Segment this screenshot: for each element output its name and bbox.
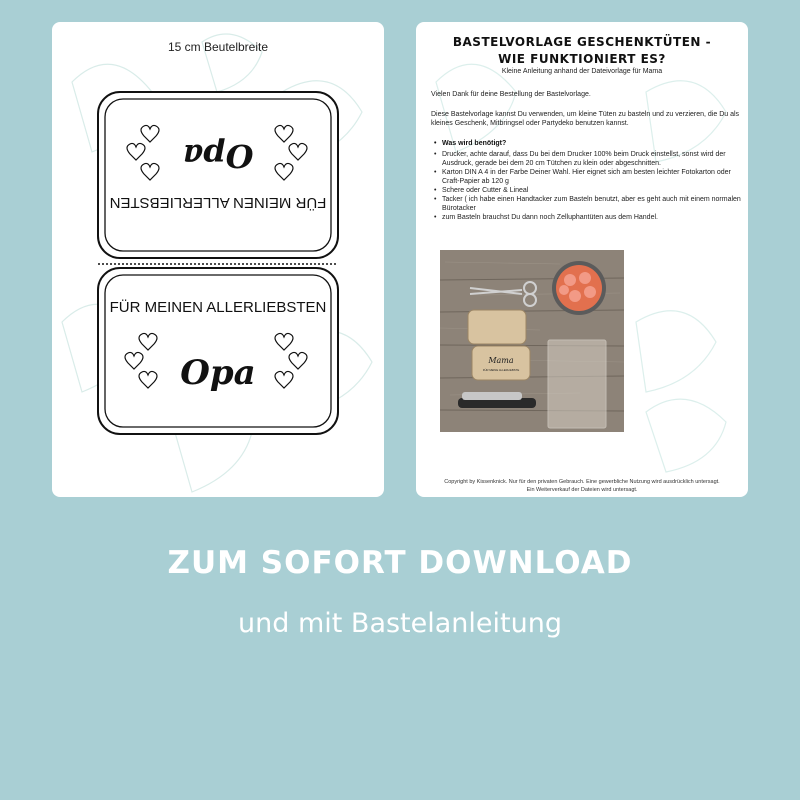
instructions-headline-line1: BASTELVORLAGE GESCHENKTÜTEN - [452, 35, 712, 49]
bag-width-label: 15 cm Beutelbreite [167, 40, 269, 54]
craft-label-card [468, 310, 526, 344]
copyright-note [416, 478, 748, 494]
download-headline: ZUM SOFORT DOWNLOAD [167, 545, 633, 581]
usage-paragraph: Diese Bastelvorlage kannst Du verwenden, um kleine Tüten zu basteln und zu verzieren, die Du als kleines Geschenk, Mitbringsel oder Partydeko benutzen kannst. [431, 111, 740, 127]
bag-template-outline [52, 22, 384, 497]
top-panel-name: Opa [182, 137, 254, 175]
list-item: • Tacker ( ich habe einen Handtacker zum Basteln benutzt, aber es geht auch mit einem normalen Bürotacker [442, 195, 744, 213]
list-item: • zum Basteln brauchst Du dann noch Zelluphantüten aus dem Handel. [442, 213, 744, 222]
cellophane-bag [548, 340, 606, 428]
needs-list [442, 150, 744, 222]
template-preview-card [52, 22, 384, 497]
bottom-panel-heading: FÜR MEINEN ALLERLIEBSTEN [109, 299, 327, 316]
crafting-photo [440, 250, 624, 432]
list-item: • Schere oder Cutter & Lineal [442, 186, 744, 195]
instructions-subline: Kleine Anleitung anhand der Dateivorlage für Mama [501, 68, 663, 75]
list-item: • Drucker, achte darauf, dass Du bei dem Drucker 100% beim Druck einstellst, sonst wird der Ausdruck, gerade bei dem 20 cm Tütchen zu klein oder abgeschnitten. [442, 150, 744, 168]
instruction-subheadline: und mit Bastelanleitung [238, 608, 562, 639]
needs-title: • Was wird benötigt? [442, 140, 506, 147]
copyright-line1: Copyright by Kissenknick. Nur für den privaten Gebrauch. Eine gewerbliche Nutzung wird ausdrücklich untersagt. [444, 479, 720, 485]
bottom-panel-name: Opa [180, 353, 256, 393]
photo-label-name: Mama [488, 356, 514, 365]
copyright-line2: Ein Weiterverkauf der Dateien wird untersagt. [526, 487, 638, 493]
top-panel-heading: FÜR MEINEN ALLERLIEBSTEN [109, 194, 327, 211]
list-item: • Karton DIN A 4 in der Farbe Deiner Wahl. Hier eignet sich am besten leichter Fotokarton oder Craft-Papier ab 120 g [442, 168, 744, 186]
thanks-paragraph: Vielen Dank für deine Bestellung der Bastelvorlage. [431, 91, 591, 98]
instructions-headline-line2: WIE FUNKTIONIERT ES? [498, 52, 666, 66]
instructions-card [416, 22, 748, 497]
photo-label-heading: FÜR MEINE ALLERLIEBSTE [482, 368, 520, 372]
